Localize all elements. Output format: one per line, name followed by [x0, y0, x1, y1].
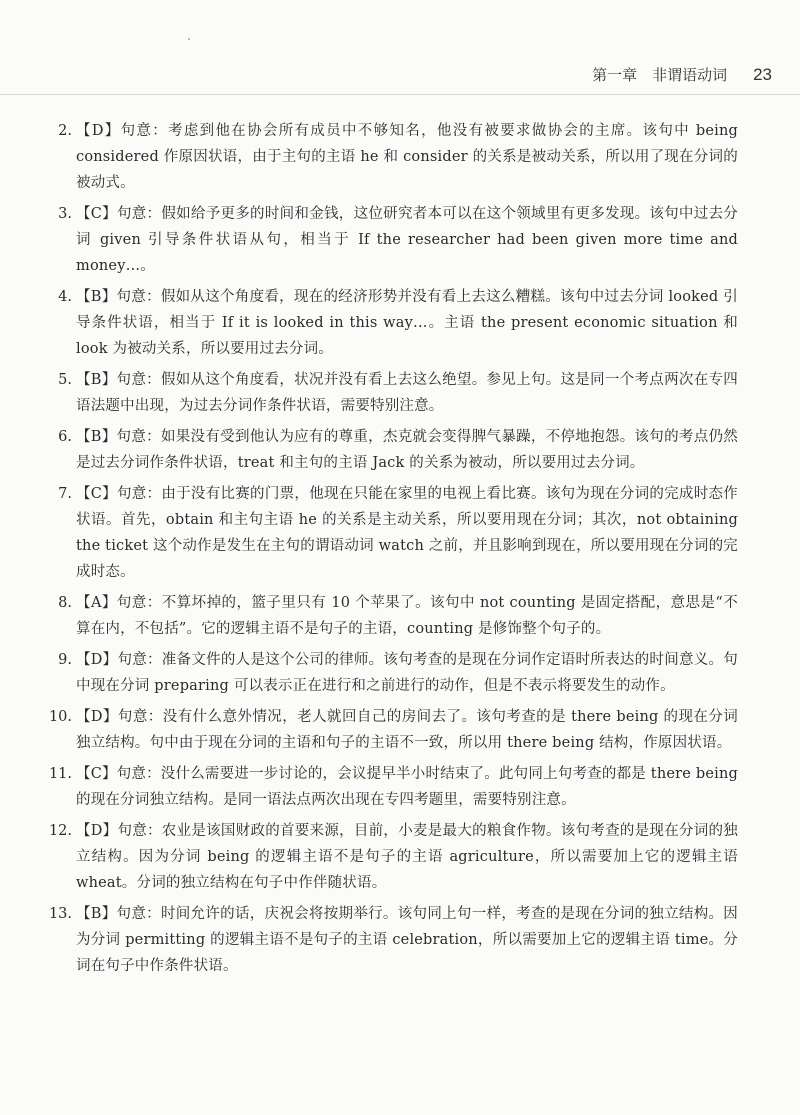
page-number: 23	[753, 65, 772, 84]
list-item	[38, 118, 738, 196]
list-item	[38, 818, 738, 896]
item-text: 【B】句意：时间允许的话，庆祝会将按期举行。该句同上句一样，考查的是现在分词的独立结构。因为分词 permitting 的逻辑主语不是句子的主语 celebration，所以需要加上它的逻辑主语 time。分词在句子中作条件状语。	[76, 906, 738, 974]
item-number: 9.	[58, 652, 72, 668]
list-item	[38, 704, 738, 756]
item-number: 2.	[58, 123, 72, 139]
item-text: 【B】句意：假如从这个角度看，状况并没有看上去这么绝望。参见上句。这是同一个考点两次在专四语法题中出现，为过去分词作条件状语，需要特别注意。	[76, 372, 738, 414]
item-number: 12.	[48, 823, 72, 839]
list-item	[38, 761, 738, 813]
item-text: 【B】句意：如果没有受到他认为应有的尊重，杰克就会变得脾气暴躁，不停地抱怨。该句的考点仍然是过去分词作条件状语，treat 和主句的主语 Jack 的关系为被动，所以要用过去分词。	[76, 429, 738, 471]
item-number: 6.	[58, 429, 72, 445]
list-item	[38, 284, 738, 362]
list-item	[38, 424, 738, 476]
item-text: 【B】句意：假如从这个角度看，现在的经济形势并没有看上去这么糟糕。该句中过去分词 looked 引导条件状语，相当于 If it is looked in this way…。主语 the present economic situation 和 look 为被动关系，所以要用过去分词。	[76, 289, 738, 357]
list-item	[38, 201, 738, 279]
list-item	[38, 481, 738, 585]
item-number: 8.	[58, 595, 72, 611]
item-text: 【A】句意：不算坏掉的，篮子里只有 10 个苹果了。该句中 not counting 是固定搭配，意思是“不算在内，不包括”。它的逻辑主语不是句子的主语，counting 是修饰整个句子的。	[76, 595, 738, 637]
item-number: 5.	[58, 372, 72, 388]
item-number: 10.	[48, 709, 72, 725]
list-item	[38, 901, 738, 979]
chapter-title: 第一章 非谓语动词	[592, 66, 728, 84]
header-rule	[0, 94, 800, 95]
list-item	[38, 647, 738, 699]
item-number: 7.	[58, 486, 72, 502]
list-item	[38, 590, 738, 642]
item-number: 13.	[48, 906, 72, 922]
item-text: 【C】句意：没什么需要进一步讨论的，会议提早半小时结束了。此句同上句考查的都是 there being 的现在分词独立结构。是同一语法点两次出现在专四考题里，需要特别注意。	[76, 766, 738, 808]
item-text: 【C】句意：由于没有比赛的门票，他现在只能在家里的电视上看比赛。该句为现在分词的完成时态作状语。首先，obtain 和主句主语 he 的关系是主动关系，所以要用现在分词；其次，not obtaining the ticket 这个动作是发生在主句的谓语动词 watch 之前，并且影响到现在，所以要用现在分词的完成时态。	[76, 486, 738, 580]
running-header	[592, 64, 772, 85]
answer-list	[38, 118, 738, 984]
item-number: 11.	[48, 766, 72, 782]
item-text: 【D】句意：没有什么意外情况，老人就回自己的房间去了。该句考查的是 there being 的现在分词独立结构。句中由于现在分词的主语和句子的主语不一致，所以用 there being 结构，作原因状语。	[76, 709, 738, 751]
scan-speck	[188, 38, 190, 40]
item-text: 【C】句意：假如给予更多的时间和金钱，这位研究者本可以在这个领域里有更多发现。该句中过去分词 given 引导条件状语从句，相当于 If the researcher had been given more time and money…。	[76, 206, 738, 274]
item-text: 【D】句意：考虑到他在协会所有成员中不够知名，他没有被要求做协会的主席。该句中 being considered 作原因状语，由于主句的主语 he 和 consider 的关系是被动关系，所以用了现在分词的被动式。	[76, 123, 738, 191]
item-text: 【D】句意：准备文件的人是这个公司的律师。该句考查的是现在分词作定语时所表达的时间意义。句中现在分词 preparing 可以表示正在进行和之前进行的动作，但是不表示将要发生的动作。	[76, 652, 738, 694]
item-number: 4.	[58, 289, 72, 305]
list-item	[38, 367, 738, 419]
item-text: 【D】句意：农业是该国财政的首要来源，目前，小麦是最大的粮食作物。该句考查的是现在分词的独立结构。因为分词 being 的逻辑主语不是句子的主语 agriculture，所以需要加上它的逻辑主语 wheat。分词的独立结构在句子中作伴随状语。	[76, 823, 738, 891]
item-number: 3.	[58, 206, 72, 222]
